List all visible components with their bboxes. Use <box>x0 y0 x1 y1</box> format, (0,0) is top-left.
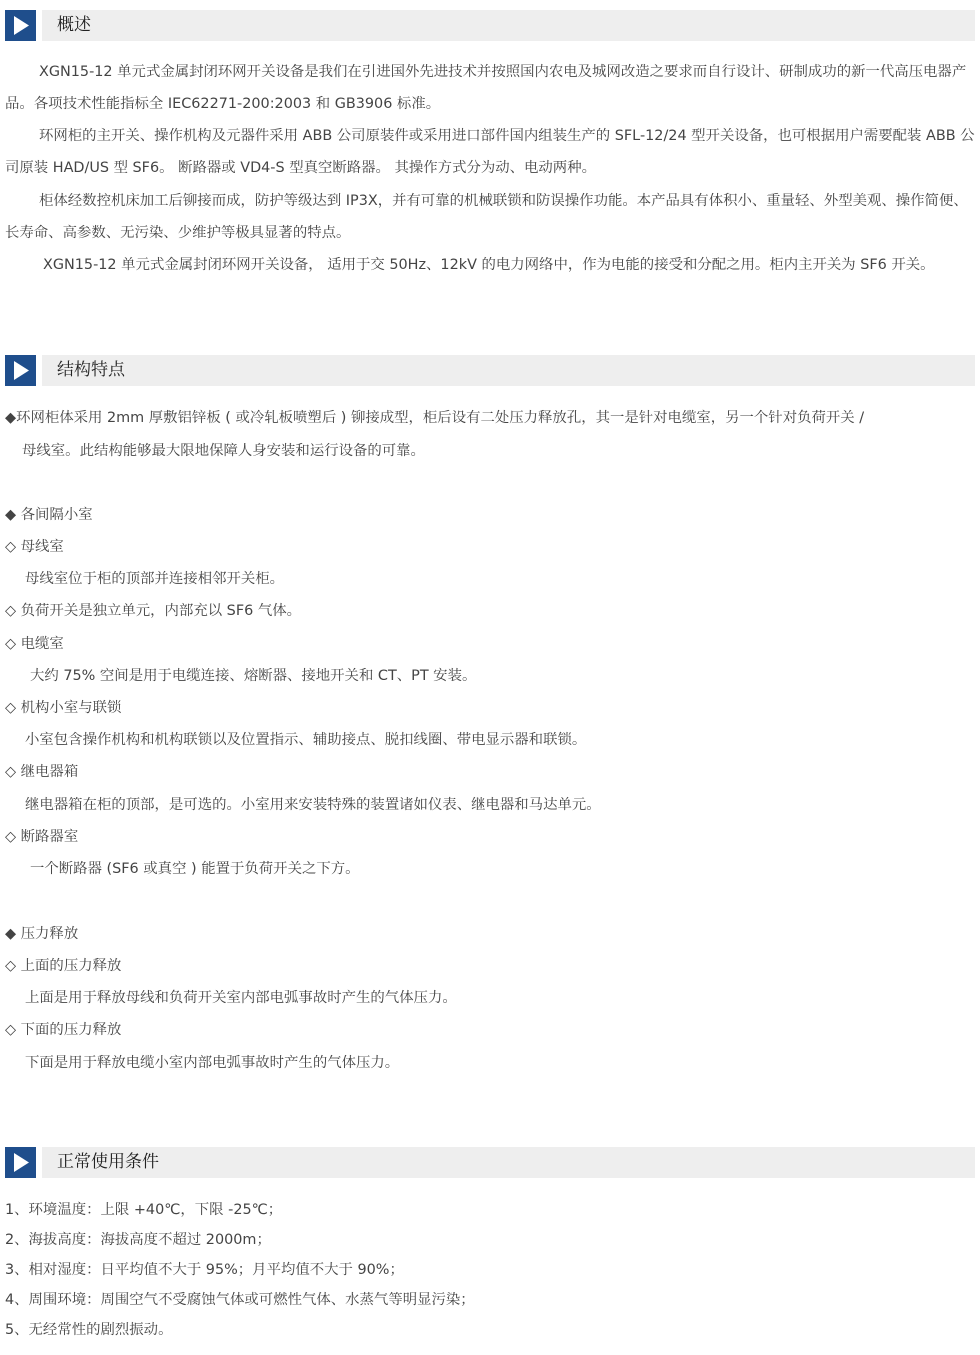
section-header-conditions <box>5 1147 975 1178</box>
play-triangle-icon <box>5 355 36 386</box>
mechanism-desc: 小室包含操作机构和机构联锁以及位置指示、辅助接点、脱扣线圈、带电显示器和联锁。 <box>25 732 587 748</box>
overview-paragraph-3: 柜体经数控机床加工后铆接而成，防护等级达到 IP3X，并有可靠的机械联锁和防误操作功能。本产品具有体积小、重量轻、外型美观、操作简便、长寿命、高参数、无污染、少维护等极具显著的特点。 <box>5 193 968 242</box>
condition-item: 5、无经常性的剧烈振动。 <box>5 1322 173 1338</box>
play-triangle-icon <box>5 1147 36 1178</box>
section-header-overview <box>5 10 975 41</box>
section-title: 概述 <box>57 15 91 35</box>
lower-pressure-label: ◇ 下面的压力释放 <box>5 1022 122 1038</box>
breaker-label: ◇ 断路器室 <box>5 829 79 845</box>
breaker-desc: 一个断路器 (SF6 或真空 ) 能置于负荷开关之下方。 <box>30 861 360 877</box>
relay-desc: 继电器箱在柜的顶部，是可选的。小室用来安装特殊的装置诸如仪表、继电器和马达单元。 <box>25 797 601 813</box>
condition-item: 2、海拔高度：海拔高度不超过 2000m； <box>5 1232 271 1248</box>
overview-paragraph-1: XGN15-12 单元式金属封闭环网开关设备是我们在引进国外先进技术并按照国内农电及城网改造之要求而自行设计、研制成功的新一代高压电器产品。各项技术性能指标全 IEC62271-200:2003 和 GB3906 标准。 <box>5 64 967 113</box>
compartments-heading: ◆ 各间隔小室 <box>5 507 93 523</box>
overview-paragraph-4: XGN15-12 单元式金属封闭环网开关设备， 适用于交 50Hz、12kV 的电力网络中，作为电能的接受和分配之用。柜内主开关为 SF6 开关。 <box>43 257 935 273</box>
mechanism-label: ◇ 机构小室与联锁 <box>5 700 122 716</box>
busbar-desc: 母线室位于柜的顶部并连接相邻开关柜。 <box>25 571 285 587</box>
section-title-bar <box>42 1147 975 1178</box>
upper-pressure-label: ◇ 上面的压力释放 <box>5 958 122 974</box>
section-title-bar <box>42 355 975 386</box>
section-title-bar <box>42 10 975 41</box>
busbar-label: ◇ 母线室 <box>5 539 64 555</box>
section-header-structure <box>5 355 975 386</box>
upper-pressure-desc: 上面是用于释放母线和负荷开关室内部电弧事故时产生的气体压力。 <box>25 990 457 1006</box>
load-switch-item: ◇ 负荷开关是独立单元，内部充以 SF6 气体。 <box>5 603 301 619</box>
pressure-heading: ◆ 压力释放 <box>5 926 79 942</box>
structure-intro-line-2: 母线室。此结构能够最大限地保障人身安装和运行设备的可靠。 <box>22 443 425 459</box>
structure-intro-line-1: ◆环网柜体采用 2mm 厚敷铝锌板 ( 或冷轧板喷塑后 ) 铆接成型，柜后设有二处压力释放孔，其一是针对电缆室，另一个针对负荷开关 / <box>5 410 865 426</box>
condition-item: 3、相对湿度：日平均值不大于 95%；月平均值不大于 90%； <box>5 1262 404 1278</box>
cable-label: ◇ 电缆室 <box>5 636 64 652</box>
section-title: 正常使用条件 <box>57 1152 159 1172</box>
condition-item: 4、周围环境：周围空气不受腐蚀气体或可燃性气体、水蒸气等明显污染； <box>5 1292 475 1308</box>
condition-item: 1、环境温度：上限 +40℃，下限 -25℃； <box>5 1202 283 1218</box>
section-title: 结构特点 <box>57 360 125 380</box>
play-triangle-icon <box>5 10 36 41</box>
cable-desc: 大约 75% 空间是用于电缆连接、熔断器、接地开关和 CT、PT 安装。 <box>30 668 477 684</box>
lower-pressure-desc: 下面是用于释放电缆小室内部电弧事故时产生的气体压力。 <box>25 1055 400 1071</box>
relay-label: ◇ 继电器箱 <box>5 764 79 780</box>
overview-paragraph-2: 环网柜的主开关、操作机构及元器件采用 ABB 公司原装件或采用进口部件国内组装生产的 SFL-12/24 型开关设备，也可根据用户需要配装 ABB 公司原装 HAD/US 型 SF6。 断路器或 VD4-S 型真空断路器。 其操作方式分为动、电动两种。 <box>5 128 975 177</box>
